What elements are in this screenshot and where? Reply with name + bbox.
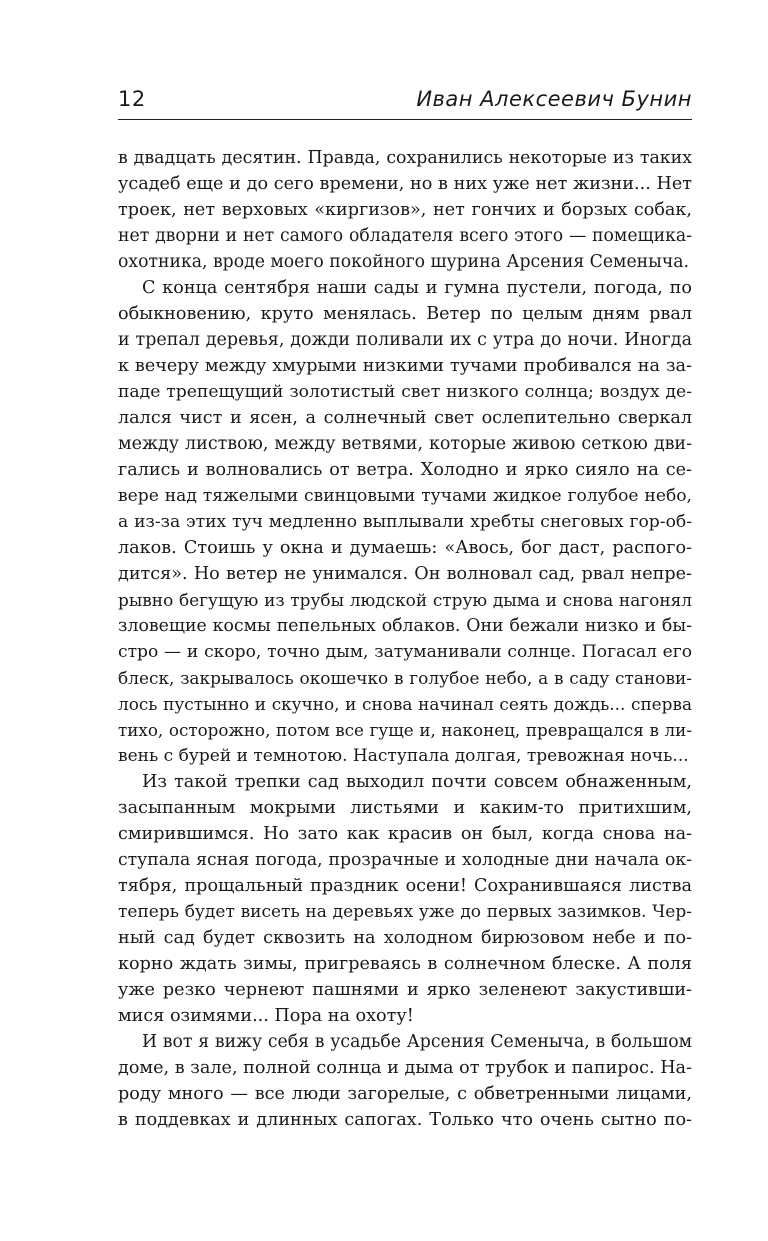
page-number: 12 <box>118 87 146 111</box>
text-line: усадеб еще и до сего времени, но в них уже нет жизни... Нет <box>118 174 692 194</box>
text-line: корно ждать зимы, пригреваясь в солнечном блеске. А поля <box>118 954 692 974</box>
text-line: и трепал деревья, дожди поливали их с утра до ночи. Иногда <box>118 330 692 350</box>
text-line: в поддевках и длинных сапогах. Только что очень сытно по- <box>118 1110 692 1130</box>
text-line: засыпанным мокрыми листьями и каким-то притихшим, <box>118 798 692 818</box>
text-line: ный сад будет сквозить на холодном бирюзовом небе и по- <box>118 928 692 948</box>
text-line: смирившимся. Но зато как красив он был, когда снова на- <box>118 824 692 844</box>
body-text <box>118 145 692 1133</box>
text-line: уже резко чернеют пашнями и ярко зеленеют закустивши- <box>118 980 692 1000</box>
text-line: мися озимями... Пора на охоту! <box>118 1006 414 1026</box>
paragraph-start-line: Из такой трепки сад выходил почти совсем обнаженным, <box>142 772 692 792</box>
text-line: а из-за этих туч медленно выплывали хребты снеговых гор-об- <box>118 512 692 532</box>
text-line: вень с бурей и темнотою. Наступала долгая, тревожная ночь... <box>118 746 689 766</box>
text-line: паде трепещущий золотистый свет низкого солнца; воздух де- <box>118 382 692 402</box>
paragraph-start-line: С конца сентября наши сады и гумна пустели, погода, по <box>142 278 692 298</box>
text-line: обыкновению, круто менялась. Ветер по целым дням рвал <box>118 304 692 324</box>
text-line: дится». Но ветер не унимался. Он волновал сад, рвал непре- <box>118 564 692 584</box>
text-line: лался чист и ясен, а солнечный свет ослепительно сверкал <box>118 408 692 428</box>
text-line: теперь будет висеть на деревьях уже до первых зазимков. Чер- <box>118 902 692 922</box>
text-line: гались и волновались от ветра. Холодно и ярко сияло на се- <box>118 460 692 480</box>
text-line: стро — и скоро, точно дым, затуманивали солнце. Погасал его <box>118 642 692 662</box>
text-line: роду много — все люди загорелые, с обветренными лицами, <box>118 1084 692 1104</box>
text-line: тихо, осторожно, потом все гуще и, наконец, превращался в ли- <box>118 720 692 740</box>
text-line: ступала ясная погода, прозрачные и холодные дни начала ок- <box>118 850 692 870</box>
text-line: вере над тяжелыми свинцовыми тучами жидкое голубое небо, <box>118 486 692 506</box>
text-line: лаков. Стоишь у окна и думаешь: «Авось, бог даст, распого- <box>118 538 692 558</box>
text-line: нет дворни и нет самого обладателя всего этого — помещика- <box>118 226 692 246</box>
text-line: лось пустынно и скучно, и снова начинал сеять дождь... сперва <box>118 694 692 714</box>
running-head-author: Иван Алексеевич Бунин <box>416 87 692 111</box>
text-line: зловещие космы пепельных облаков. Они бежали низко и бы- <box>118 616 692 636</box>
text-line: блеск, закрывалось окошечко в голубое небо, а в саду станови- <box>118 668 692 688</box>
running-head <box>118 85 692 120</box>
text-line: охотника, вроде моего покойного шурина Арсения Семеныча. <box>118 252 690 272</box>
paragraph-start-line: И вот я вижу себя в усадьбе Арсения Семеныча, в большом <box>142 1032 692 1052</box>
text-line: тября, прощальный праздник осени! Сохранившаяся листва <box>118 876 692 896</box>
text-line: к вечеру между хмурыми низкими тучами пробивался на за- <box>118 356 692 376</box>
text-line: доме, в зале, полной солнца и дыма от трубок и папирос. На- <box>118 1058 692 1078</box>
text-line: в двадцать десятин. Правда, сохранились некоторые из таких <box>118 148 692 168</box>
text-line: троек, нет верховых «киргизов», нет гончих и борзых собак, <box>118 200 692 220</box>
text-line: между листвою, между ветвями, которые живою сеткою дви- <box>118 434 692 454</box>
text-line: рывно бегущую из трубы людской струю дыма и снова нагонял <box>118 590 692 610</box>
